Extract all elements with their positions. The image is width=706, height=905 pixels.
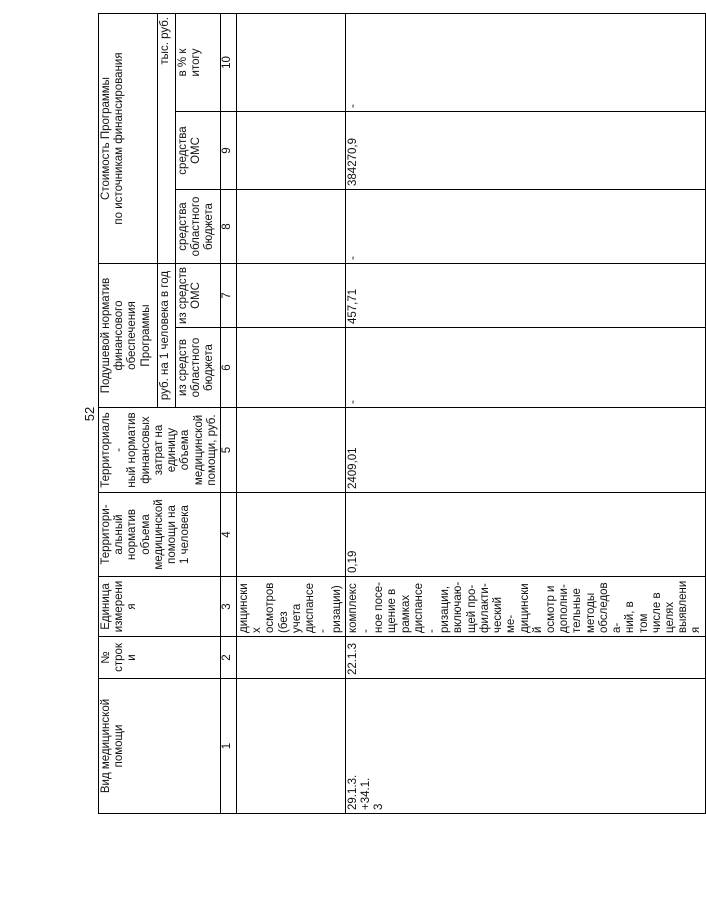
table-row <box>345 13 705 813</box>
col-number: 4 <box>220 493 236 577</box>
cost-per-unit-cell: 2409,01 <box>345 408 705 493</box>
header-budget-per-capita: из средств областного бюджета <box>175 328 220 408</box>
col-number: 5 <box>220 408 236 493</box>
col-number: 2 <box>220 637 236 679</box>
header-per-capita: Подушевой норматив финансового обеспечения Программы <box>99 263 158 407</box>
row-code-cell: 29.1.3. +34.1. 3 <box>345 679 705 814</box>
financing-table <box>98 13 706 814</box>
header-percent: в % к итогу <box>175 13 220 111</box>
header-volume: Территори- альный норматив объема медицинской помощи на 1 человека <box>99 493 221 577</box>
col-number: 1 <box>220 679 236 814</box>
header-cost-per-unit: Территориаль- ный норматив финансовых затрат на единицу объема медицинской помощи, руб. <box>99 408 221 493</box>
oms-total-cell: 384270,9 <box>345 111 705 189</box>
header-program-cost: Стоимость Программы по источникам финансирования <box>99 13 158 263</box>
col-number: 7 <box>220 263 236 327</box>
col-number: 6 <box>220 328 236 408</box>
header-oms-per-capita: из средств ОМС <box>175 263 220 327</box>
volume-cell: 0,19 <box>345 493 705 577</box>
unit-cell: дицинских осмотров (без учета диспансе- ризации) <box>236 577 345 637</box>
header-unit: Единица измерения <box>99 577 221 637</box>
header-kind: Вид медицинской помощи <box>99 679 221 814</box>
column-number-row <box>220 13 236 813</box>
header-line-no: № строки <box>99 637 221 679</box>
unit-cell: комплекс- ное посе- щение в рамках диспансе- ризации, включаю- щей про- филакти- ческий ме- дицинский осмотр и дополни- тельные методы обследова- ний, в том числе в целях выявления <box>345 577 705 637</box>
col-number: 3 <box>220 577 236 637</box>
page-number: 52 <box>82 406 97 422</box>
rotated-content <box>80 14 703 814</box>
percent-cell: - <box>345 13 705 111</box>
table-row <box>236 13 345 813</box>
header-per-capita-unit: руб. на 1 человека в год <box>158 263 175 407</box>
budget-per-capita-cell: - <box>345 328 705 408</box>
oms-per-capita-cell: 457,71 <box>345 263 705 327</box>
budget-total-cell: - <box>345 189 705 263</box>
header-budget-total: средства областного бюджета <box>175 189 220 263</box>
header-cost-unit: тыс. руб. <box>158 13 175 111</box>
header-oms-total: средства ОМС <box>175 111 220 189</box>
col-number: 9 <box>220 111 236 189</box>
col-number: 10 <box>220 13 236 111</box>
line-number-cell: 22.1.3 <box>345 637 705 679</box>
header-row-1 <box>99 13 158 813</box>
col-number: 8 <box>220 189 236 263</box>
